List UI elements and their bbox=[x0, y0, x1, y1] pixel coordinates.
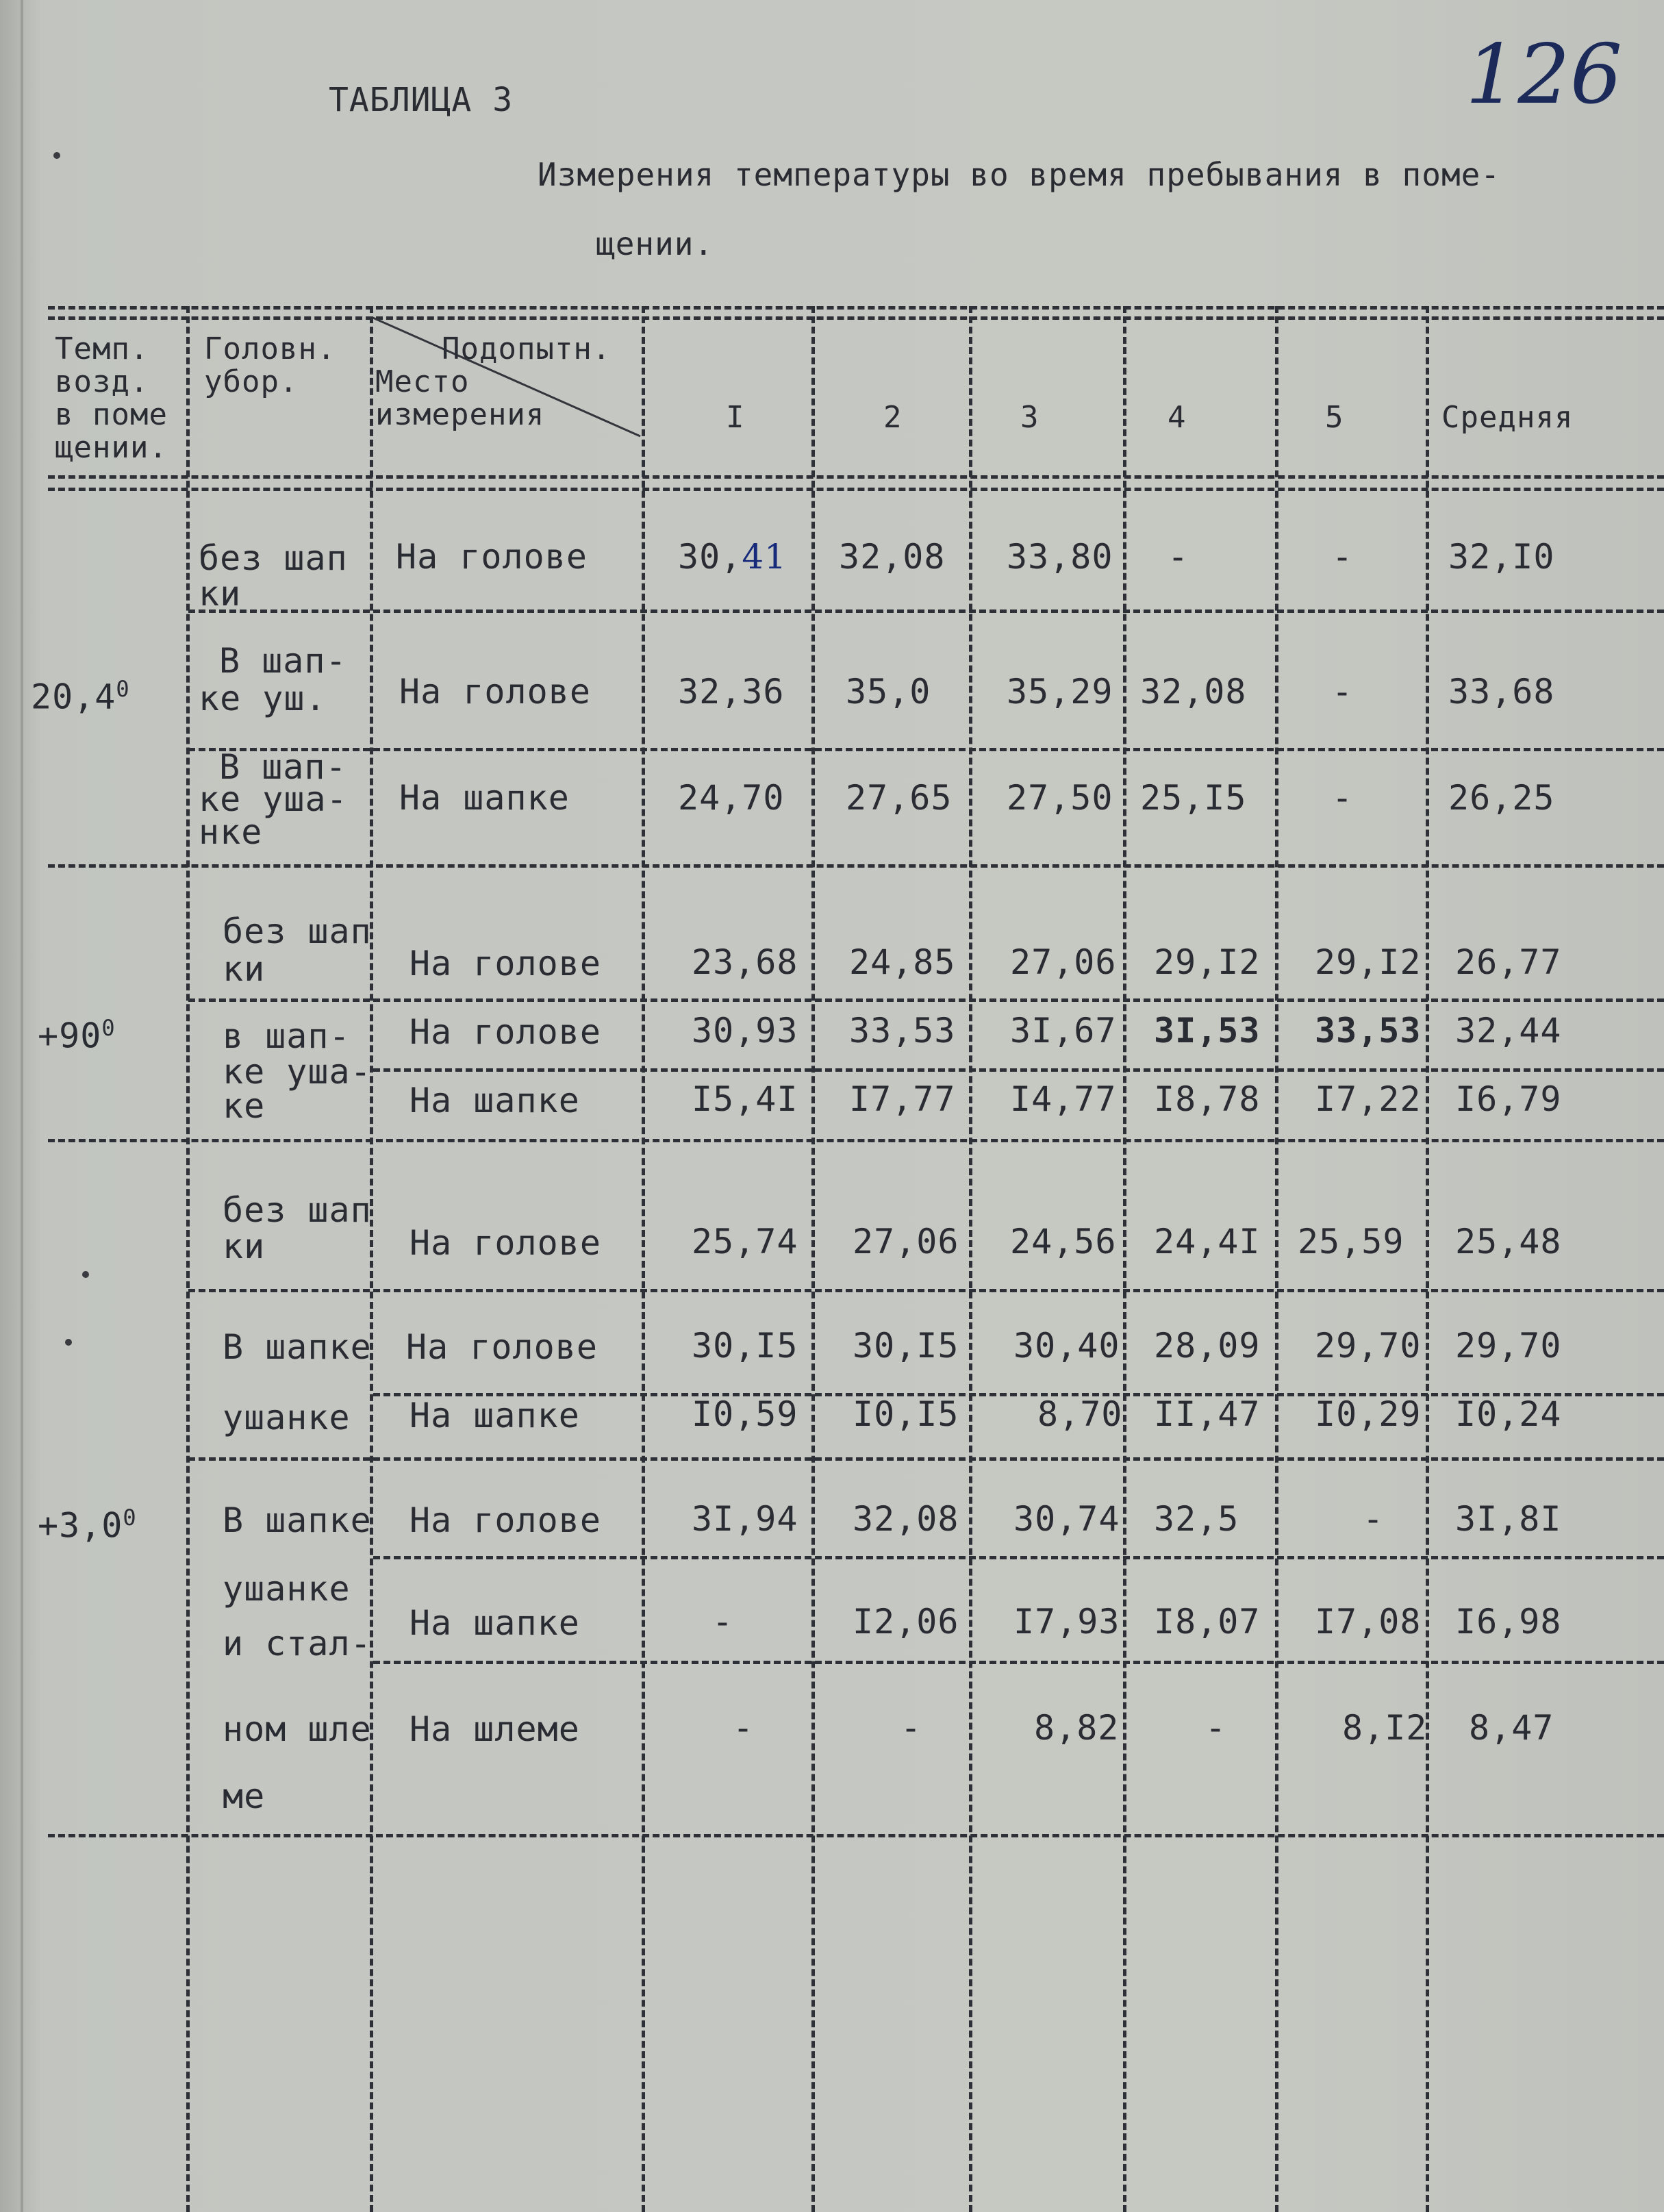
measurement-place: На голове bbox=[409, 1223, 601, 1263]
page-number: 126 bbox=[1465, 27, 1623, 123]
degree-mark: 0 bbox=[101, 1015, 116, 1041]
value-subject-1: - bbox=[712, 1602, 734, 1642]
rule-header-bottom-double bbox=[48, 488, 1664, 491]
value-subject-2: 30,I5 bbox=[853, 1326, 959, 1366]
measurement-place: На шлеме bbox=[409, 1709, 580, 1749]
value-subject-4: I8,07 bbox=[1154, 1602, 1261, 1642]
value-subject-2: I0,I5 bbox=[853, 1394, 959, 1434]
row-divider bbox=[373, 1068, 1664, 1072]
value-subject-2: 35,0 bbox=[846, 672, 931, 712]
page-margin-edge bbox=[21, 0, 23, 2212]
value-average: 25,48 bbox=[1455, 1222, 1562, 1261]
value-subject-4: 32,08 bbox=[1140, 672, 1247, 712]
value-subject-5: I7,22 bbox=[1315, 1079, 1422, 1119]
value-subject-3: 30,40 bbox=[1013, 1326, 1120, 1366]
group-divider bbox=[48, 864, 1664, 868]
value-subject-5: 25,59 bbox=[1298, 1222, 1404, 1261]
value-subject-4: 24,4I bbox=[1154, 1222, 1261, 1261]
row-divider bbox=[188, 998, 1664, 1002]
headgear-label: В шап- bbox=[219, 641, 347, 681]
value-subject-1: 3I,94 bbox=[692, 1499, 798, 1539]
header-hat-1: Головн. bbox=[204, 331, 336, 366]
value-subject-5: - bbox=[1332, 672, 1354, 712]
headgear-label: ном шле bbox=[223, 1709, 372, 1749]
headgear-label: ке уш. bbox=[199, 679, 327, 718]
row-divider bbox=[188, 1457, 1664, 1461]
value-subject-2: 27,65 bbox=[846, 778, 953, 818]
headgear-label: ке уша- bbox=[223, 1052, 372, 1092]
header-subject-2: 2 bbox=[883, 400, 903, 435]
header-subject-1: I bbox=[726, 400, 745, 435]
headgear-label: ке bbox=[223, 1086, 266, 1126]
headgear-label: в шап- bbox=[223, 1016, 351, 1056]
value-subject-3: 3I,67 bbox=[1010, 1011, 1117, 1051]
value-average: I6,79 bbox=[1455, 1079, 1562, 1119]
value-average: 26,25 bbox=[1448, 778, 1555, 818]
value-average: 26,77 bbox=[1455, 942, 1562, 982]
value-average: 32,I0 bbox=[1448, 537, 1555, 577]
headgear-label: без шап bbox=[223, 1190, 372, 1230]
value-subject-4: 32,5 bbox=[1154, 1499, 1239, 1539]
headgear-label: ки bbox=[199, 574, 242, 614]
value-average: I6,98 bbox=[1455, 1602, 1562, 1642]
headgear-label: без шап bbox=[199, 538, 348, 578]
value-subject-5: 29,I2 bbox=[1315, 942, 1422, 982]
punch-mark bbox=[65, 1339, 72, 1346]
value-subject-4: 25,I5 bbox=[1140, 778, 1247, 818]
header-subject-4: 4 bbox=[1168, 400, 1187, 435]
value-subject-3: 27,06 bbox=[1010, 942, 1117, 982]
value-subject-5: - bbox=[1332, 537, 1354, 577]
headgear-label: ушанке bbox=[223, 1398, 351, 1437]
value-subject-1: 32,36 bbox=[678, 672, 785, 712]
row-divider bbox=[188, 609, 1664, 613]
header-temp-2: возд. bbox=[55, 364, 149, 399]
headgear-label: В шапке bbox=[223, 1327, 372, 1367]
measurement-place: На голове bbox=[409, 1500, 601, 1540]
column-rule bbox=[370, 306, 373, 2212]
rule-top bbox=[48, 306, 1664, 310]
rule-header-bottom bbox=[48, 475, 1664, 479]
value-subject-1: 30,I5 bbox=[692, 1326, 798, 1366]
column-rule bbox=[1426, 306, 1429, 2212]
measurement-place: На голове bbox=[409, 944, 601, 983]
measurement-place: На голове bbox=[406, 1327, 598, 1367]
value-subject-5: I0,29 bbox=[1315, 1394, 1422, 1434]
air-temp-group-1: 20,4$^0$ bbox=[31, 676, 130, 717]
header-temp-3: в поме bbox=[55, 397, 168, 432]
header-average: Средняя bbox=[1441, 400, 1574, 435]
value-subject-3: 27,50 bbox=[1007, 778, 1113, 818]
value-subject-4: 28,09 bbox=[1154, 1326, 1261, 1366]
table-label: ТАБЛИЦА 3 bbox=[329, 81, 514, 119]
punch-mark bbox=[82, 1271, 89, 1278]
value-subject-3: 33,80 bbox=[1007, 537, 1113, 577]
value-subject-5: I7,08 bbox=[1315, 1602, 1422, 1642]
value-subject-4: II,47 bbox=[1154, 1394, 1261, 1434]
value-subject-2: 32,08 bbox=[853, 1499, 959, 1539]
measurement-place: На голове bbox=[409, 1012, 601, 1052]
headgear-label: без шап bbox=[223, 912, 372, 951]
row-divider bbox=[188, 1289, 1664, 1292]
value-average: 32,44 bbox=[1455, 1011, 1562, 1051]
value-average: 8,47 bbox=[1469, 1708, 1554, 1748]
column-rule bbox=[1275, 306, 1278, 2212]
degree-mark: 0 bbox=[116, 676, 130, 702]
value-subject-2: 24,85 bbox=[849, 942, 956, 982]
column-rule bbox=[1123, 306, 1126, 2212]
measurement-place: На голове bbox=[399, 672, 591, 712]
value-subject-3: 8,82 bbox=[1034, 1708, 1120, 1748]
header-temp-1: Темп. bbox=[55, 331, 149, 366]
measurement-place: На шапке bbox=[409, 1603, 580, 1643]
measurement-place: На шапке bbox=[399, 778, 570, 818]
value-subject-2: 27,06 bbox=[853, 1222, 959, 1261]
value-subject-3: I7,93 bbox=[1013, 1602, 1120, 1642]
headgear-label: В шап- bbox=[219, 747, 347, 787]
column-rule bbox=[642, 306, 645, 2212]
value-average: 29,70 bbox=[1455, 1326, 1562, 1366]
value-subject-1: 30,93 bbox=[692, 1011, 798, 1051]
headgear-label: и стал- bbox=[223, 1624, 372, 1663]
header-hat-2: убор. bbox=[204, 364, 299, 399]
air-temp-group-2: $+90^0$ bbox=[38, 1015, 116, 1056]
value-subject-4: 29,I2 bbox=[1154, 942, 1261, 982]
value-average: 33,68 bbox=[1448, 672, 1555, 712]
punch-mark bbox=[53, 152, 60, 159]
headgear-label: ушанке bbox=[223, 1569, 351, 1609]
header-place-1: Место bbox=[375, 364, 470, 399]
row-divider bbox=[373, 1661, 1664, 1664]
rule-top-double bbox=[48, 316, 1664, 320]
header-subjects: Подопытн. bbox=[442, 331, 612, 366]
value-subject-2: - bbox=[900, 1708, 922, 1748]
header-subject-5: 5 bbox=[1325, 400, 1344, 435]
value-subject-2: I2,06 bbox=[853, 1602, 959, 1642]
value-subject-1: 30,41 bbox=[678, 537, 787, 577]
table-caption-line2: щении. bbox=[596, 225, 714, 262]
value-subject-5: - bbox=[1363, 1499, 1385, 1539]
headgear-label: ки bbox=[223, 949, 266, 989]
air-temp-group-3: $+3,0^0$ bbox=[38, 1505, 137, 1546]
value-average: 3I,8I bbox=[1455, 1499, 1562, 1539]
headgear-label: нке bbox=[199, 812, 263, 852]
column-rule bbox=[811, 306, 815, 2212]
value-subject-1: I5,4I bbox=[692, 1079, 798, 1119]
value-subject-1: - bbox=[733, 1708, 755, 1748]
value-subject-3: 30,74 bbox=[1013, 1499, 1120, 1539]
degree-mark: 0 bbox=[123, 1505, 137, 1531]
measurement-place: На шапке bbox=[409, 1396, 580, 1435]
rule-table-end bbox=[48, 1834, 1664, 1837]
value-subject-3: 8,70 bbox=[1037, 1394, 1123, 1434]
value-subject-5: 33,53 bbox=[1315, 1011, 1422, 1051]
header-subject-3: 3 bbox=[1020, 400, 1039, 435]
column-rule bbox=[969, 306, 972, 2212]
column-rule bbox=[186, 306, 190, 2212]
value-subject-3: 24,56 bbox=[1010, 1222, 1117, 1261]
value-subject-5: 29,70 bbox=[1315, 1326, 1422, 1366]
row-divider bbox=[188, 748, 1664, 751]
value-subject-1: 24,70 bbox=[678, 778, 785, 818]
header-temp-4: щении. bbox=[55, 430, 168, 465]
value-subject-5: 8,I2 bbox=[1342, 1708, 1428, 1748]
measurement-place: На голове bbox=[396, 537, 588, 577]
value-subject-2: 32,08 bbox=[839, 537, 946, 577]
value-subject-1: 25,74 bbox=[692, 1222, 798, 1261]
value-subject-1: 23,68 bbox=[692, 942, 798, 982]
value-subject-5: - bbox=[1332, 778, 1354, 818]
value-subject-4: I8,78 bbox=[1154, 1079, 1261, 1119]
headgear-label: ки bbox=[223, 1227, 266, 1266]
headgear-label: В шапке bbox=[223, 1500, 372, 1540]
value-subject-2: 33,53 bbox=[849, 1011, 956, 1051]
headgear-label: ке уша- bbox=[199, 779, 348, 819]
group-divider bbox=[48, 1139, 1664, 1142]
value-subject-2: I7,77 bbox=[849, 1079, 956, 1119]
headgear-label: ме bbox=[223, 1776, 266, 1816]
value-subject-4: 3I,53 bbox=[1154, 1011, 1261, 1051]
row-divider bbox=[373, 1556, 1664, 1559]
value-subject-1: I0,59 bbox=[692, 1394, 798, 1434]
value-average: I0,24 bbox=[1455, 1394, 1562, 1434]
header-place-2: измерения bbox=[375, 397, 545, 432]
value-subject-4: - bbox=[1168, 537, 1189, 577]
value-subject-4: - bbox=[1205, 1708, 1227, 1748]
value-subject-3: 35,29 bbox=[1007, 672, 1113, 712]
table-caption-line1: Измерения температуры во время пребывания в поме- bbox=[538, 156, 1501, 193]
handwritten-correction: 41 bbox=[742, 537, 787, 577]
measurement-place: На шапке bbox=[409, 1081, 580, 1120]
value-subject-3: I4,77 bbox=[1010, 1079, 1117, 1119]
